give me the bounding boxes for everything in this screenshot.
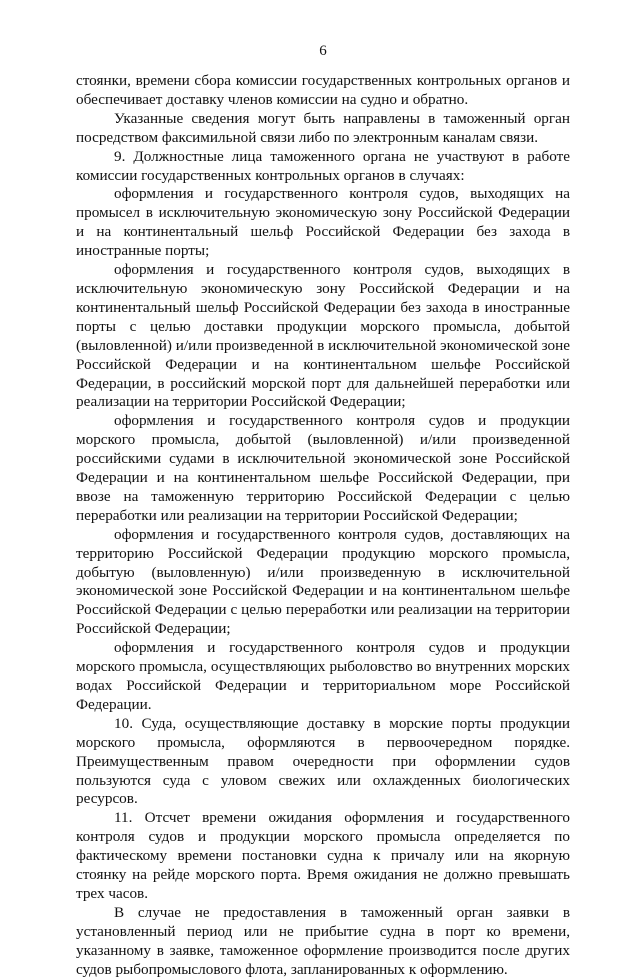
page-number: 6 xyxy=(319,43,327,59)
paragraph-closing: В случае не предоставления в таможенный орган заявки в установленный период или не прибытие судна в порт ко времени, указанному в заявке, таможенное оформление производится после других судов рыбопромыслового флота, запланированных к оформлению. xyxy=(76,903,570,978)
paragraph-case-5: оформления и государственного контроля судов и продукции морского промысла, осуществляющих рыболовство во внутренних морских водах Российской Федерации и территориальном море Российской Федерации. xyxy=(76,639,570,713)
paragraph-info-transmission: Указанные сведения могут быть направлены в таможенный орган посредством факсимильной связи либо по электронным каналам связи. xyxy=(76,109,570,146)
paragraph-item-11: 11. Отсчет времени ожидания оформления и государственного контроля судов и продукции морского промысла определяется по фактическому времени постановки судна к причалу или на якорную стоянку на рейде морского порта. Время ожидания не должно превышать трех часов. xyxy=(76,809,570,902)
paragraph-continuation: стоянки, времени сбора комиссии государственных контрольных органов и обеспечивает доставку членов комиссии на судно и обратно. xyxy=(76,72,570,108)
paragraph-case-4: оформления и государственного контроля судов, доставляющих на территорию Российской Федерации продукцию морского промысла, добытую (выловленную) и/или произведенную в исключительной экономической зоне Российской Федерации и на континентальном шельфе Российской Федерации с целью переработки или реализации на территории Российской Федерации; xyxy=(76,525,570,638)
paragraph-case-3: оформления и государственного контроля судов и продукции морского промысла, добытой (выловленной) и/или произведенной российскими судами в исключительной экономической зоне Российской Федерации и на континентальном шельфе Российской Федерации, при ввозе на таможенную территорию Российской Федерации с целью переработки или реализации на территории Российской Федерации; xyxy=(76,412,570,524)
paragraph-case-2: оформления и государственного контроля судов, выходящих в исключительную экономическую зону Российской Федерации и на континентальный шельф Российской Федерации без захода в иностранные порты с целью доставки продукции морского промысла, добытой (выловленной) и/или произведенной в исключительной экономической зоне Российской Федерации и на континентальном шельфе Российской Федерации, в российский морской порт для дальнейшей переработки или реализации на территории Российской Федерации; xyxy=(76,261,570,411)
paragraph-item-9: 9. Должностные лица таможенного органа не участвуют в работе комиссии государственных контрольных органов в случаях: xyxy=(76,147,570,184)
paragraph-item-10: 10. Суда, осуществляющие доставку в морские порты продукции морского промысла, оформляются в первоочередном порядке. Преимущественным правом очередности при оформлении судов пользуются суда с уловом свежих или охлажденных биологических ресурсов. xyxy=(76,714,570,808)
paragraph-case-1: оформления и государственного контроля судов, выходящих на промысел в исключительную экономическую зону Российской Федерации и на континентальный шельф Российской Федерации без захода в иностранные порты; xyxy=(76,185,570,260)
